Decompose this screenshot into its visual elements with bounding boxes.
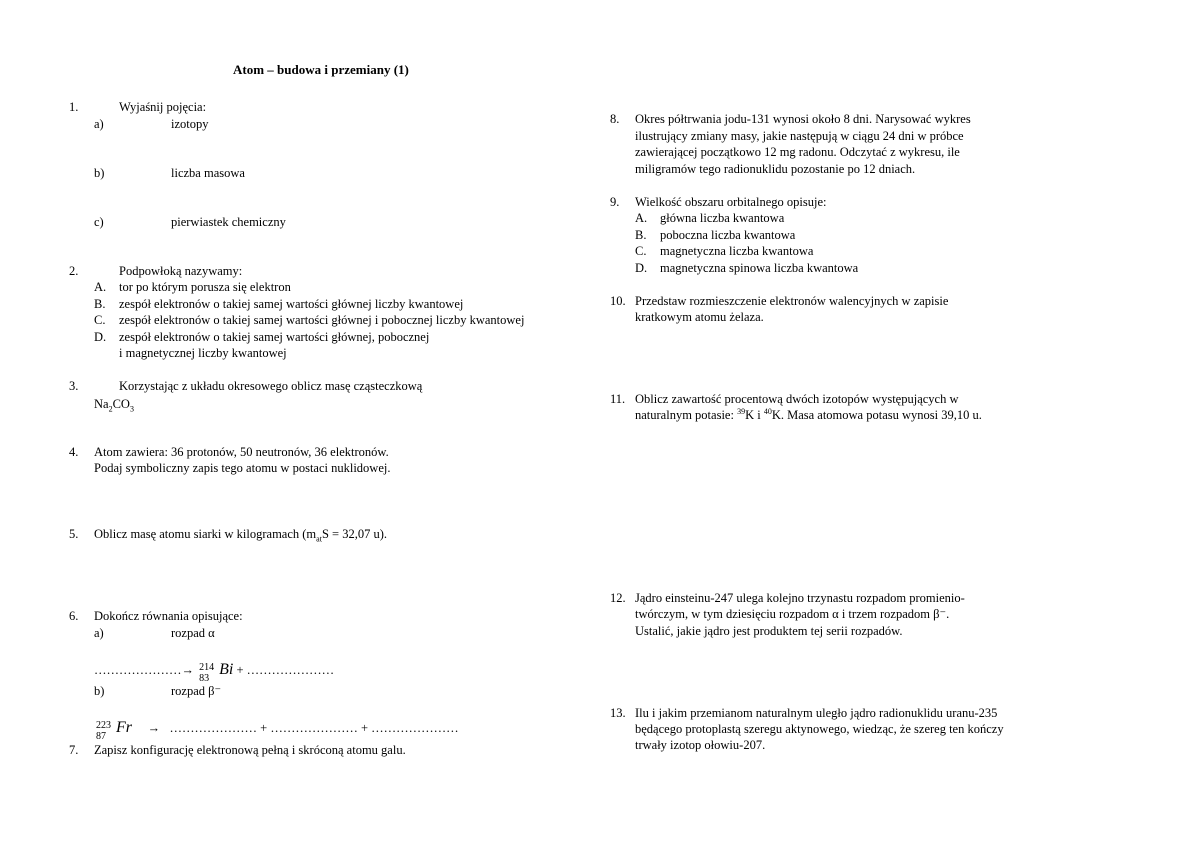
question-text: Podpowłoką nazywamy: [119, 264, 243, 278]
question-text: twórczym, w tym dziesięciu rozpadom α i trzem rozpadom β⁻. [635, 607, 950, 621]
question-text: Wyjaśnij pojęcia: [119, 100, 207, 114]
question-number: 5. [69, 527, 79, 541]
question-text: Podaj symboliczny zapis tego atomu w postaci nuklidowej. [94, 461, 391, 475]
question-number: 6. [69, 609, 79, 623]
question-number: 1. [69, 100, 79, 114]
question-text: kratkowym atomu żelaza. [635, 310, 764, 324]
equation-beta: 223 87 Fr → ………………… + ………………… + ………………… [96, 719, 459, 743]
item-text: pierwiastek chemiczny [171, 215, 286, 229]
question-text: będącego protoplastą szeregu aktynowego, wiedząc, że szereg ten kończy [635, 722, 1004, 736]
question-number: 7. [69, 743, 79, 757]
question-text: Zapisz konfigurację elektronową pełną i skróconą atomu galu. [94, 743, 406, 757]
option-text: zespół elektronów o takiej samej wartości głównej, pobocznej [119, 330, 430, 344]
question-text: trwały izotop ołowiu-207. [635, 738, 766, 752]
option-label: C. [94, 313, 106, 327]
question-text: Ustalić, jakie jądro jest produktem tej serii rozpadów. [635, 624, 903, 638]
question-text: Wielkość obszaru orbitalnego opisuje: [635, 195, 827, 209]
question-number: 11. [610, 392, 626, 406]
option-text: główna liczba kwantowa [660, 211, 785, 225]
question-text: Dokończ równania opisujące: [94, 609, 243, 623]
option-label: B. [635, 228, 647, 242]
chemical-formula: $Na_2CO_3$ [94, 397, 134, 414]
question-number: 9. [610, 195, 620, 209]
question-text: Jądro einsteinu-247 ulega kolejno trzynastu rozpadom promienio- [635, 591, 965, 605]
question-text: Oblicz masę atomu siarki w kilogramach ($m_{at}S = 32,07$ u). [94, 527, 387, 544]
page-title: Atom – budowa i przemiany (1) [233, 62, 409, 77]
question-text: miligramów tego radionuklidu pozostanie po 12 dniach. [635, 162, 916, 176]
item-text: liczba masowa [171, 166, 245, 180]
item-label: b) [94, 166, 105, 180]
item-text: rozpad α [171, 626, 215, 640]
option-label: C. [635, 244, 647, 258]
question-number: 12. [610, 591, 626, 605]
option-text: zespół elektronów o takiej samej wartości głównej liczby kwantowej [119, 297, 464, 311]
item-label: c) [94, 215, 104, 229]
question-number: 10. [610, 294, 626, 308]
option-text: magnetyczna liczba kwantowa [660, 244, 814, 258]
option-text: magnetyczna spinowa liczba kwantowa [660, 261, 859, 275]
question-text: Atom zawiera: 36 protonów, 50 neutronów, 36 elektronów. [94, 445, 389, 459]
item-label: a) [94, 626, 104, 640]
question-text: ilustrujący zmiany masy, jakie następują w ciągu 24 dni w próbce [635, 129, 964, 143]
item-label: a) [94, 117, 104, 131]
question-text: Oblicz zawartość procentową dwóch izotopów występujących w [635, 392, 959, 406]
question-text: naturalnym potasie: $^{39}$K i $^{40}$K. Masa atomowa potasu wynosi 39,10 u. [635, 406, 982, 422]
option-text-continued: i magnetycznej liczby kwantowej [119, 346, 287, 360]
question-number: 2. [69, 264, 79, 278]
option-text: tor po którym porusza się elektron [119, 280, 291, 294]
option-text: zespół elektronów o takiej samej wartości głównej i pobocznej liczby kwantowej [119, 313, 525, 327]
item-text: izotopy [171, 117, 209, 131]
option-text: poboczna liczba kwantowa [660, 228, 796, 242]
item-text: rozpad β⁻ [171, 684, 222, 698]
option-label: D. [94, 330, 107, 344]
item-label: b) [94, 684, 105, 698]
question-number: 13. [610, 706, 626, 720]
question-text: Korzystając z układu okresowego oblicz masę cząsteczkową [119, 379, 423, 393]
option-label: D. [635, 261, 648, 275]
question-number: 8. [610, 112, 620, 126]
question-text: Ilu i jakim przemianom naturalnym uległo jądro radionuklidu uranu-235 [635, 706, 998, 720]
equation-alpha: …………………→ 214 83 Bi + ………………… [94, 661, 335, 685]
option-label: B. [94, 297, 106, 311]
question-number: 3. [69, 379, 79, 393]
option-label: A. [635, 211, 648, 225]
question-number: 4. [69, 445, 79, 459]
question-text: Okres półtrwania jodu-131 wynosi około 8 dni. Narysować wykres [635, 112, 971, 126]
question-text: Przedstaw rozmieszczenie elektronów walencyjnych w zapisie [635, 294, 949, 308]
option-label: A. [94, 280, 107, 294]
question-text: zawierającej początkowo 12 mg radonu. Odczytać z wykresu, ile [635, 145, 960, 159]
